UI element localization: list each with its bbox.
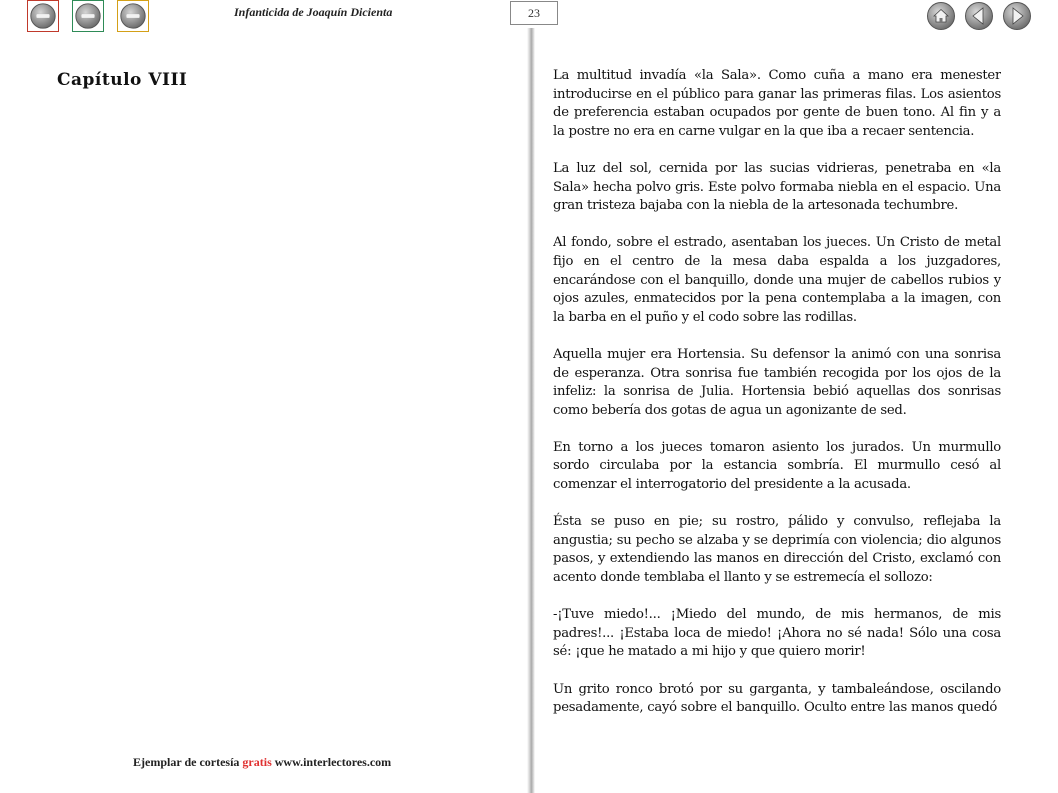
paragraph: En torno a los jueces tomaron asiento los jurados. Un murmullo sordo circulaba por la estancia sombría. El murmullo cesó al comenzar el interrogatorio del presidente a la acusada. xyxy=(553,439,1001,493)
paragraph: Ésta se puso en pie; su rostro, pálido y convulso, reflejaba la angustia; su pecho se alzaba y se deprimía con violencia; dio algunos pasos, y extendiendo las manos en dirección del Cristo, exclamó con acento donde temblaba el llanto y se estremecía el sollozo: xyxy=(553,514,1001,586)
home-button[interactable] xyxy=(926,1,956,31)
paragraph: La luz del sol, cernida por las sucias vidrieras, penetraba en «la Sala» hecha polvo gris. Este polvo formaba niebla en el espacio. Una gran tristeza bajaba con la niebla de la artesonada techumbre. xyxy=(553,160,1001,214)
page-number: 23 xyxy=(510,1,558,25)
footer-website-link[interactable]: www.interlectores.com xyxy=(274,755,392,769)
previous-page-button[interactable] xyxy=(964,1,994,31)
next-page-button[interactable] xyxy=(1002,1,1032,31)
paragraph: La multitud invadía «la Sala». Como cuña a mano era menester introducirse en el público para ganar las primeras filas. Los asientos de preferencia estaban ocupados por gente de buen tono. Al fin y a la postre no era en carne vulgar en la que iba a recaer sentencia. xyxy=(553,68,1001,139)
zoom-out-button[interactable] xyxy=(27,0,59,32)
zoom-out-icon xyxy=(28,1,58,31)
zoom-in-icon xyxy=(118,1,148,31)
paragraph: Al fondo, sobre el estrado, asentaban los jueces. Un Cristo de metal fijo en el centro de la mesa daba espalda a los juzgadores, encarándose con el banquillo, donde una mujer de cabellos rubios y ojos azules, enmatecidos por la pena contemplaba a la imagen, con la barba en el puño y el codo sobre las rodillas. xyxy=(553,235,1001,325)
page-text xyxy=(553,67,1001,722)
chapter-title: Capítulo VIII xyxy=(57,70,188,90)
next-page-icon xyxy=(1002,1,1032,31)
home-icon xyxy=(926,1,956,31)
footer-prefix: Ejemplar de cortesía xyxy=(133,755,240,769)
footer-free-word: gratis xyxy=(242,755,272,769)
paragraph: Aquella mujer era Hortensia. Su defensor la animó con una sonrisa de esperanza. Otra sonrisa fue también recogida por los ojos de la infeliz: la sonrisa de Julia. Hortensia bebió aquellas dos sonrisas como bebería dos gotas de agua un agonizante de sed. xyxy=(553,346,1001,418)
zoom-reset-button[interactable] xyxy=(72,0,104,32)
zoom-in-button[interactable] xyxy=(117,0,149,32)
paragraph: -¡Tuve miedo!... ¡Miedo del mundo, de mis hermanos, de mis padres!... ¡Estaba loca de miedo! ¡Ahora no sé nada! Sólo una cosa sé: ¡que he matado a mi hijo y que quiero morir! xyxy=(553,607,1001,660)
paragraph: Un grito ronco brotó por su garganta, y tambaleándose, oscilando pesadamente, cayó sobre el banquillo. Oculto entre las manos quedó xyxy=(553,681,1001,716)
zoom-reset-icon xyxy=(73,1,103,31)
book-spine xyxy=(527,28,535,793)
previous-page-icon xyxy=(964,1,994,31)
book-title: Infanticida de Joaquín Dicienta xyxy=(234,5,393,19)
footer xyxy=(133,755,391,770)
